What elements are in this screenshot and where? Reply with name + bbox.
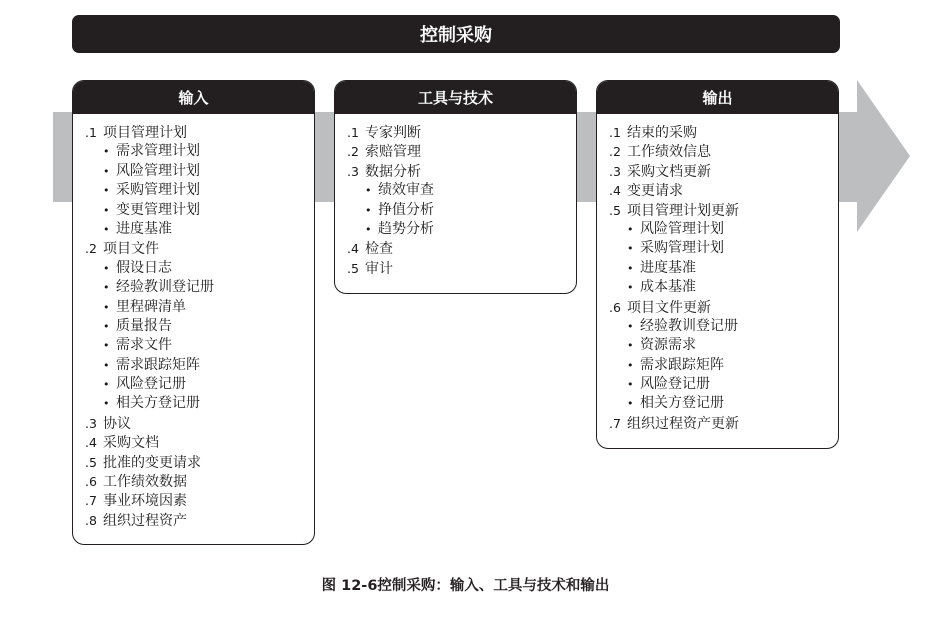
item-text: 协议 bbox=[103, 415, 131, 432]
item-text: 工作绩效信息 bbox=[627, 144, 711, 161]
sub-list-item bbox=[85, 278, 306, 297]
item-number: .2 bbox=[85, 241, 97, 257]
sub-list-item bbox=[85, 356, 306, 375]
list-item bbox=[85, 433, 306, 452]
sub-item-text: 需求管理计划 bbox=[116, 143, 200, 160]
item-number: .4 bbox=[347, 241, 359, 257]
item-text: 变更请求 bbox=[627, 183, 683, 200]
sub-list-item bbox=[609, 356, 830, 375]
item-number: .4 bbox=[85, 435, 97, 451]
list-item bbox=[85, 491, 306, 510]
list-item bbox=[347, 142, 568, 161]
outputs-list bbox=[597, 114, 838, 433]
sub-list-item bbox=[85, 317, 306, 336]
bullet-icon: • bbox=[103, 358, 110, 372]
sub-list-item bbox=[609, 394, 830, 413]
sub-list-item bbox=[85, 220, 306, 239]
item-number: .2 bbox=[609, 144, 621, 160]
list-item bbox=[85, 472, 306, 491]
bullet-icon: • bbox=[365, 222, 372, 236]
item-number: .3 bbox=[85, 415, 97, 431]
sub-list-item bbox=[85, 162, 306, 181]
bullet-icon: • bbox=[103, 145, 110, 159]
inputs-list bbox=[73, 114, 314, 530]
item-text: 项目管理计划更新 bbox=[627, 202, 739, 219]
sub-item-text: 采购管理计划 bbox=[116, 182, 200, 199]
sub-item-text: 成本基准 bbox=[640, 279, 696, 296]
item-number: .5 bbox=[347, 260, 359, 276]
sub-item-text: 风险登记册 bbox=[640, 376, 710, 393]
figure-caption: 图 12-6控制采购：输入、工具与技术和输出 bbox=[321, 578, 610, 594]
outputs-header-label: 输出 bbox=[702, 89, 733, 107]
sub-list-item bbox=[609, 259, 830, 278]
sub-item-text: 风险管理计划 bbox=[640, 220, 724, 237]
sub-item-text: 资源需求 bbox=[640, 337, 696, 354]
sub-item-text: 趋势分析 bbox=[378, 220, 434, 237]
list-item bbox=[85, 239, 306, 258]
bullet-icon: • bbox=[627, 261, 634, 275]
list-item bbox=[85, 511, 306, 530]
item-text: 组织过程资产更新 bbox=[627, 415, 739, 432]
list-item bbox=[609, 162, 830, 181]
bullet-icon: • bbox=[103, 281, 110, 295]
bullet-icon: • bbox=[103, 378, 110, 392]
bullet-icon: • bbox=[103, 222, 110, 236]
sub-list-item bbox=[609, 278, 830, 297]
sub-list-item bbox=[85, 259, 306, 278]
bullet-icon: • bbox=[627, 222, 634, 236]
item-text: 审计 bbox=[365, 260, 393, 277]
item-text: 事业环境因素 bbox=[103, 493, 187, 510]
tools-header-label: 工具与技术 bbox=[417, 89, 493, 107]
list-item bbox=[609, 181, 830, 200]
sub-item-text: 需求文件 bbox=[116, 337, 172, 354]
sub-item-text: 挣值分析 bbox=[378, 201, 434, 218]
outputs-header bbox=[597, 81, 838, 114]
inputs-header bbox=[73, 81, 314, 114]
sub-item-text: 质量报告 bbox=[116, 317, 172, 334]
item-text: 工作绩效数据 bbox=[103, 474, 187, 491]
bullet-icon: • bbox=[103, 203, 110, 217]
list-item bbox=[609, 123, 830, 142]
tools-list bbox=[335, 114, 576, 278]
sub-list-item bbox=[609, 375, 830, 394]
sub-list-item bbox=[85, 336, 306, 355]
bullet-icon: • bbox=[627, 378, 634, 392]
item-text: 专家判断 bbox=[365, 125, 421, 141]
item-number: .5 bbox=[609, 202, 621, 218]
bullet-icon: • bbox=[627, 319, 634, 333]
list-item bbox=[347, 239, 568, 258]
item-text: 组织过程资产 bbox=[103, 512, 187, 529]
sub-list-item bbox=[85, 298, 306, 317]
item-number: .8 bbox=[85, 512, 97, 528]
list-item bbox=[609, 142, 830, 161]
sub-item-text: 里程碑清单 bbox=[116, 298, 186, 315]
item-number: .6 bbox=[85, 474, 97, 490]
item-number: .1 bbox=[347, 125, 359, 140]
bullet-icon: • bbox=[627, 358, 634, 372]
list-item bbox=[85, 453, 306, 472]
sub-list-item bbox=[347, 201, 568, 220]
sub-item-text: 假设日志 bbox=[116, 259, 172, 276]
item-number: .1 bbox=[609, 125, 621, 140]
list-item bbox=[85, 414, 306, 433]
bullet-icon: • bbox=[103, 184, 110, 198]
list-item bbox=[347, 162, 568, 181]
item-text: 项目文件更新 bbox=[627, 299, 711, 316]
item-text: 索赔管理 bbox=[365, 144, 421, 161]
item-number: .5 bbox=[85, 454, 97, 470]
item-number: .3 bbox=[609, 163, 621, 179]
sub-item-text: 风险管理计划 bbox=[116, 162, 200, 179]
list-item bbox=[347, 259, 568, 278]
item-number: .2 bbox=[347, 144, 359, 160]
item-text: 检查 bbox=[365, 241, 393, 258]
list-item bbox=[609, 201, 830, 220]
item-text: 采购文档 bbox=[103, 435, 159, 452]
bullet-icon: • bbox=[103, 319, 110, 333]
sub-item-text: 需求跟踪矩阵 bbox=[116, 356, 200, 373]
sub-item-text: 需求跟踪矩阵 bbox=[640, 356, 724, 373]
bullet-icon: • bbox=[103, 300, 110, 314]
sub-list-item bbox=[609, 336, 830, 355]
item-number: .3 bbox=[347, 163, 359, 179]
sub-list-item bbox=[609, 317, 830, 336]
bullet-icon: • bbox=[103, 261, 110, 275]
item-text: 项目管理计划 bbox=[103, 125, 187, 141]
sub-item-text: 相关方登记册 bbox=[116, 395, 200, 412]
list-item bbox=[347, 123, 568, 142]
sub-item-text: 进度基准 bbox=[116, 220, 172, 237]
sub-item-text: 经验教训登记册 bbox=[116, 279, 214, 296]
sub-list-item bbox=[85, 375, 306, 394]
sub-list-item bbox=[609, 239, 830, 258]
bullet-icon: • bbox=[365, 184, 372, 198]
sub-list-item bbox=[85, 142, 306, 161]
bullet-icon: • bbox=[103, 164, 110, 178]
sub-list-item bbox=[609, 220, 830, 239]
item-text: 采购文档更新 bbox=[627, 163, 711, 180]
sub-list-item bbox=[347, 181, 568, 200]
bullet-icon: • bbox=[627, 242, 634, 256]
list-item bbox=[609, 298, 830, 317]
outputs-panel bbox=[596, 80, 839, 449]
item-number: .7 bbox=[609, 415, 621, 431]
inputs-header-label: 输入 bbox=[178, 89, 209, 107]
list-item bbox=[85, 123, 306, 142]
item-number: .1 bbox=[85, 125, 97, 140]
item-text: 数据分析 bbox=[365, 163, 421, 180]
bullet-icon: • bbox=[627, 281, 634, 295]
bullet-icon: • bbox=[365, 203, 372, 217]
bullet-icon: • bbox=[627, 339, 634, 353]
sub-item-text: 绩效审查 bbox=[378, 182, 434, 199]
sub-list-item bbox=[85, 181, 306, 200]
item-number: .4 bbox=[609, 183, 621, 199]
sub-item-text: 进度基准 bbox=[640, 259, 696, 276]
item-text: 批准的变更请求 bbox=[103, 454, 201, 471]
item-number: .6 bbox=[609, 299, 621, 315]
inputs-panel bbox=[72, 80, 315, 545]
bullet-icon: • bbox=[103, 397, 110, 411]
sub-item-text: 变更管理计划 bbox=[116, 201, 200, 218]
list-item bbox=[609, 414, 830, 433]
bullet-icon: • bbox=[103, 339, 110, 353]
item-text: 结束的采购 bbox=[627, 125, 697, 141]
sub-list-item bbox=[85, 201, 306, 220]
sub-item-text: 采购管理计划 bbox=[640, 240, 724, 257]
item-text: 项目文件 bbox=[103, 241, 159, 258]
bullet-icon: • bbox=[627, 397, 634, 411]
process-title-bar bbox=[72, 15, 840, 53]
item-number: .7 bbox=[85, 493, 97, 509]
tools-header bbox=[335, 81, 576, 114]
sub-item-text: 相关方登记册 bbox=[640, 395, 724, 412]
process-title: 控制采购 bbox=[420, 25, 492, 46]
sub-item-text: 风险登记册 bbox=[116, 376, 186, 393]
tools-panel bbox=[334, 80, 577, 294]
sub-list-item bbox=[85, 394, 306, 413]
sub-item-text: 经验教训登记册 bbox=[640, 317, 738, 334]
sub-list-item bbox=[347, 220, 568, 239]
